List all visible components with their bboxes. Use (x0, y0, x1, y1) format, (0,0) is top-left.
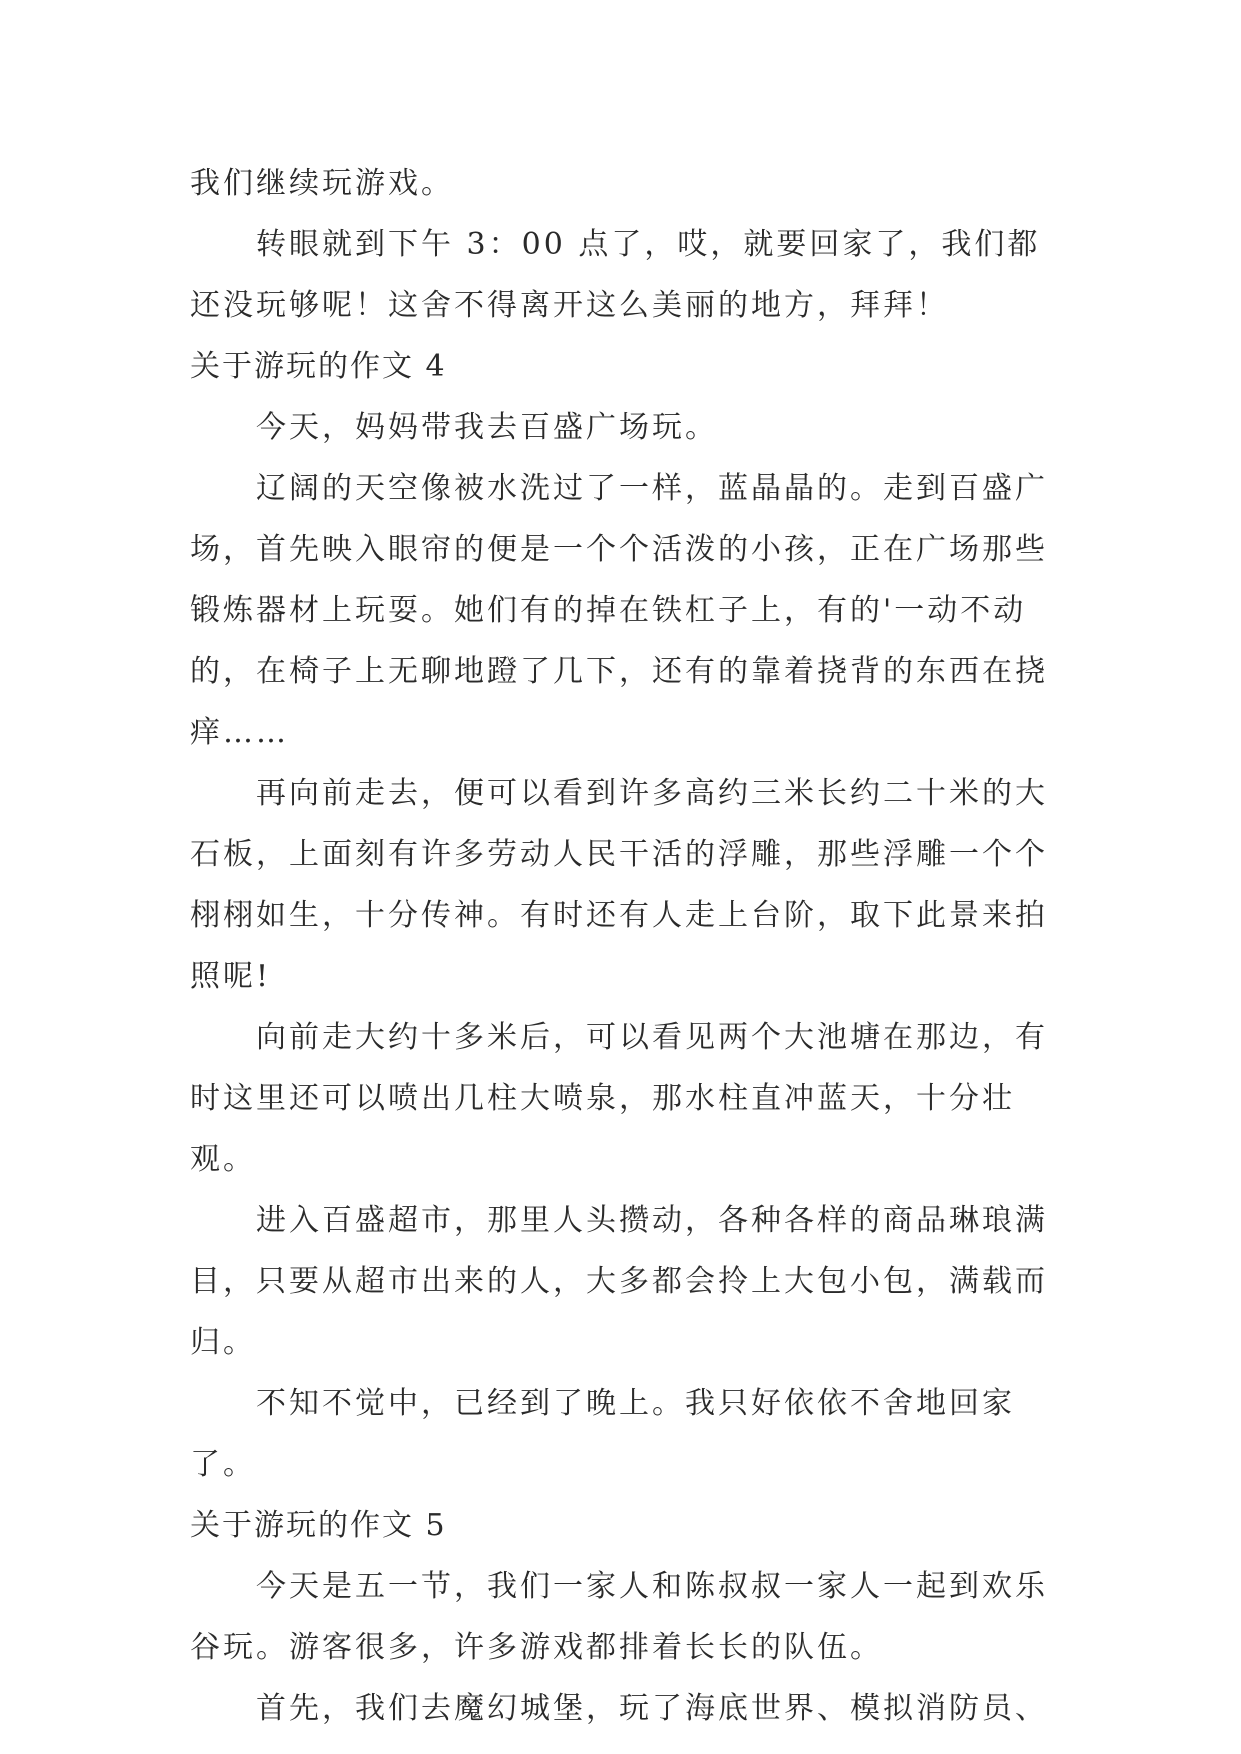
paragraph-10: 首先，我们去魔幻城堡，玩了海底世界、模拟消防员、 (256, 1691, 1048, 1726)
paragraph-4: 辽阔的天空像被水洗过了一样，蓝晶晶的。走到百盛广场，首先映入眼帘的便是一个个活泼的小孩，正在广场那些锻炼器材上玩耍。她们有的掉在铁杠子上，有的'一动不动的，在椅子上无聊地蹬了几下，还有的靠着挠背的东西在挠痒…… (190, 471, 1048, 750)
paragraph-7: 进入百盛超市，那里人头攒动，各种各样的商品琳琅满目，只要从超市出来的人，大多都会拎上大包小包，满载而归。 (190, 1203, 1048, 1360)
paragraph-5: 再向前走去，便可以看到许多高约三米长约二十米的大石板，上面刻有许多劳动人民干活的浮雕，那些浮雕一个个栩栩如生，十分传神。有时还有人走上台阶，取下此景来拍照呢! (190, 776, 1048, 994)
paragraph-6: 向前走大约十多米后，可以看见两个大池塘在那边，有时这里还可以喷出几柱大喷泉，那水柱直冲蓝天，十分壮观。 (190, 1020, 1048, 1177)
section-heading-5: 关于游玩的作文 5 (190, 1508, 447, 1543)
paragraph-2: 转眼就到下午 3：00 点了，哎，就要回家了，我们都还没玩够呢！这舍不得离开这么美丽的地方，拜拜！ (190, 227, 1041, 323)
paragraph-3: 今天，妈妈带我去百盛广场玩。 (256, 410, 718, 445)
paragraph-8: 不知不觉中，已经到了晚上。我只好依依不舍地回家了。 (190, 1386, 1015, 1482)
section-heading-4: 关于游玩的作文 4 (190, 349, 447, 384)
paragraph-1: 我们继续玩游戏。 (190, 166, 454, 201)
paragraph-9: 今天是五一节，我们一家人和陈叔叔一家人一起到欢乐谷玩。游客很多，许多游戏都排着长长的队伍。 (190, 1569, 1048, 1665)
document-body (190, 153, 1055, 1739)
